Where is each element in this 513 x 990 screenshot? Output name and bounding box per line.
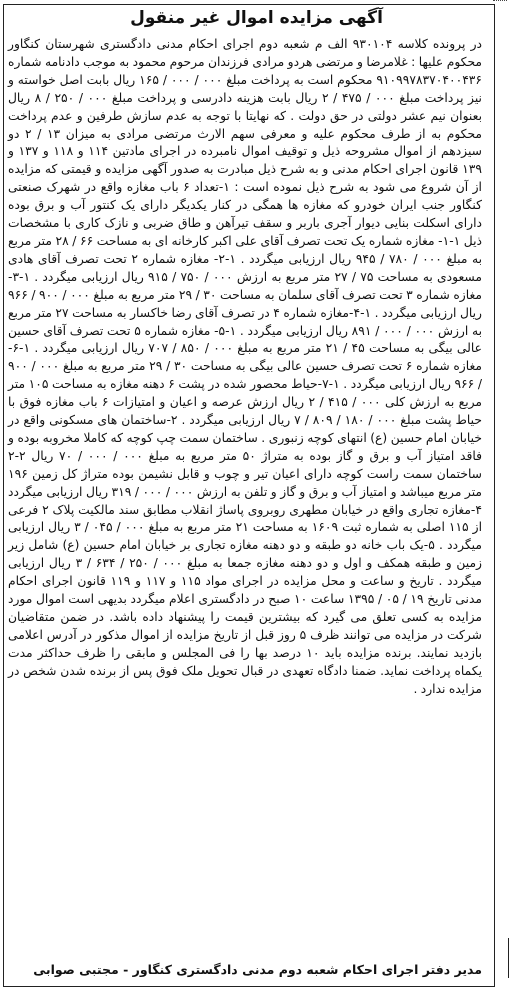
notice-title: آگهی مزایده اموال غیر منقول (130, 8, 383, 28)
column-rule (502, 938, 509, 978)
notice-signature: مدیر دفتر اجرای احکام شعبه دوم مدنی دادگستری کنگاور - مجتبی صوابی (33, 962, 482, 977)
corner-dots (493, 0, 507, 4)
notice-body: در پرونده کلاسه ۹۳۰۱۰۴ الف م شعبه دوم اجرای احکام مدنی دادگستری شهرستان کنگاور محکوم علیها : غلامرضا و مرتضی هردو مرادی فرزندان مرحوم محمود به موجب دادنامه شماره ۹۱۰۹۹۷۸۳۷۰۴۰۰۴۳۶ محکوم است به پرداخت مبلغ ۰۰۰ / ۰۰۰ / ۱۶۵ ریال بابت اصل خواسته و نیز پرداخت مبلغ ۰۰۰ / ۴۷۵ / ۲ ریال بابت هزینه دادرسی و پرداخت مبلغ ۰۰۰ / ۲۵۰ / ۸ ریال بعنوان نیم عشر دولتی در حق دولت . که نهایتا با توجه به عدم سازش طرفین و عدم پرداخت محکوم به از طرف محکوم علیه و معرفی سهم الارث مرتضی مرادی به میزان ۱۳ / ۲ دو سیزدهم از اموال مشروحه ذیل و توقیف اموال نامبرده در اجرای مادتین ۱۱۴ و ۱۱۸ و ۱۳۷ و ۱۳۹ قانون اجرای احکام مدنی و به شرح ذیل مبادرت به صدور آگهی مزایده و قیمتی که مزایده از آن شروع می شود به شرح ذیل نموده است : ۱-تعداد ۶ باب مغازه واقع در شهرک صنعتی کنگاور جنب ایران خودرو که مغازه ها همگی در کنار یکدیگر دارای یک کنتور آب و برق بوده دارای اسکلت بنایی دیوار آجری باربر و سقف تیرآهن و طاق ضربی و نازک کاری با مشخصات ذیل ۱-۱- مغازه شماره یک تحت تصرف آقای علی اکبر کارخانه ای به مساحت ۶۶ / ۲۸ متر مربع به مبلغ ۰۰۰ / ۷۸۰ / ۹۴۵ ریال ارزیابی میگردد . ۱-۲- مغازه شماره ۲ تحت تصرف آقای هادی مسعودی به مساحت ۷۵ / ۲۷ متر مربع به ارزش ۰۰۰ / ۷۵۰ / ۹۱۵ ریال ارزیابی میگردد . ۱-۳-مغازه شماره ۳ تحت تصرف آقای سلمان به مساحت ۳۰ / ۲۹ متر مربع به مبلغ ۰۰۰ / ۹۰۰ / ۹۶۶ ریال ارزیابی میگردد . ۱-۴-مغازه شماره ۴ در تصرف آقای رضا خاکسار به مساحت ۲۷ متر مربع به ارزش ۰۰۰ / ۰۰۰ / ۸۹۱ ریال ارزیابی میگردد . ۱-۵- مغازه شماره ۵ تحت تصرف آقای حسین عالی بیگی به مساحت ۴۵ / ۲۱ متر مربع به مبلغ ۰۰۰ / ۸۵۰ / ۷۰۷ ریال ارزیابی میگردد . ۱-۶-مغازه شماره ۶ تحت تصرف حسین عالی بیگی به مساحت ۳۰ / ۲۹ متر مربع به مبلغ ۰۰۰ / ۹۰۰ / ۹۶۶ ریال ارزیابی میگردد . ۱-۷-حیاط محصور شده در پشت ۶ دهنه مغازه به مساحت ۱۰۵ متر مربع به ارزش کلی ۰۰۰ / ۴۱۵ / ۲ ریال ارزش عرصه و اعیان و امتیازات ۶ باب مغازه فوق با حیاط پشت مبلغ ۰۰۰ / ۱۸۰ / ۸۰۹ / ۷ ریال ارزیابی میگردد . ۲-ساختمان های مسکونی واقع در خیابان امام حسین (ع) انتهای کوچه زنبوری . ساختمان سمت چپ کوچه که کاملا مخروبه بوده و فاقد امتیاز آب و برق و گاز بوده به متراژ ۵۰ متر مربع به مبلغ ۰۰۰ / ۰۰۰ / ۷۰ ریال ۲-۲ ساختمان سمت راست کوچه دارای اعیان تیر و چوب و قابل نشیمن بوده متراژ کل زمین ۱۹۶ متر مربع میباشد و امتیاز آب و برق و گاز و تلفن به ارزش ۰۰۰ / ۰۰۰ / ۳۱۹ ریال ارزیابی میگردد ۴-مغازه تجاری واقع در خیابان مطهری روبروی پاساژ انقلاب مطابق سند مالکیت پلاک ۲ فرعی از ۱۱۵ اصلی به شماره ثبت ۱۶۰۹ به مساحت ۲۱ متر مربع به مبلغ ۰۰۰ / ۰۴۵ / ۳ ریال ارزیابی میگردد . ۵-یک باب خانه دو طبقه و دو دهنه مغازه تجاری بر خیابان امام حسین (ع) شامل زیر زمین و طبقه همکف و اول و دو دهنه مغازه جمعا به مبلغ ۰۰۰ / ۲۵۰ / ۶۳۴ / ۳ ریال ارزیابی میگردد . تاریخ و ساعت و محل مزایده در اجرای مواد ۱۱۵ و ۱۱۷ و ۱۱۹ قانون اجرای احکام مدنی تاریخ ۱۹ / ۰۵ / ۱۳۹۵ ساعت ۱۰ صبح در دادگستری اعلام میگردد بدیهی است اموال مورد مزایده به کسی تعلق می گیرد که بیشترین قیمت را پیشنهاد داده باشد. در ضمن متقاضیان شرکت در مزایده می توانند ظرف ۵ روز قبل از تاریخ مزایده از اموال مذکور در آدرس اعلامی بازدید نمایند. برنده مزایده باید ۱۰ درصد بها را فی المجلس و مابقی را ظرف حداکثر مدت یکماه پرداخت نماید. ضمنا دادگاه تعهدی در قبال تحویل ملک فوق پس از برنده شدن شخص در مزایده ندارد . (8, 37, 483, 696)
